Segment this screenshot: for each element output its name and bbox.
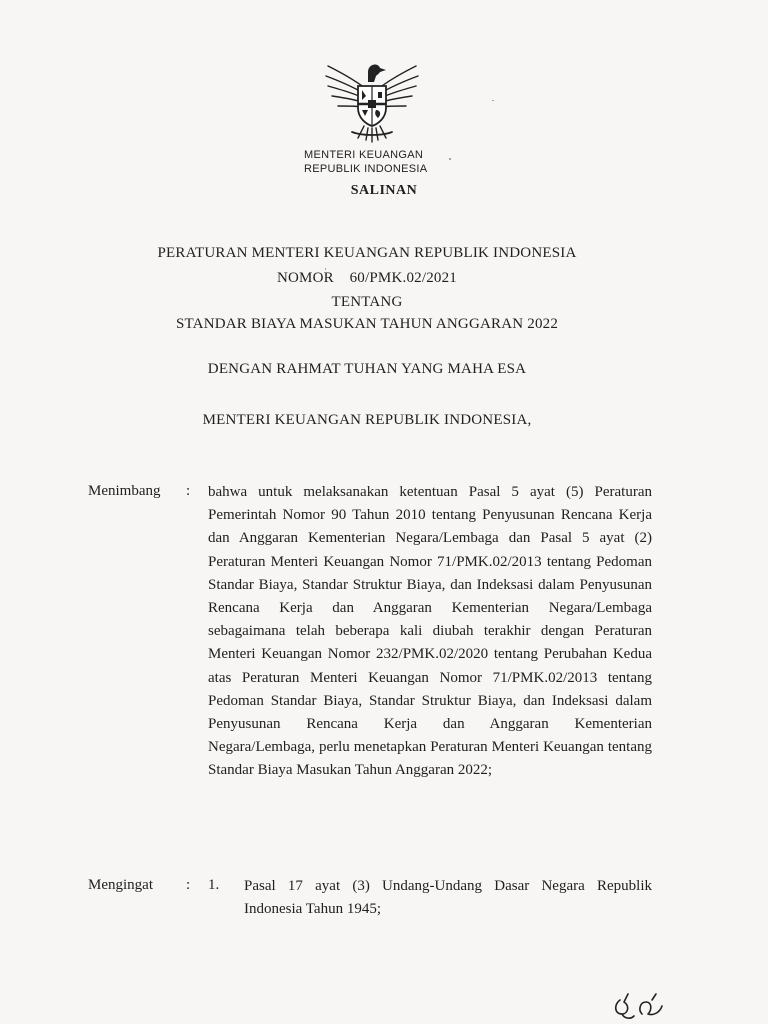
recalling-colon: : <box>186 877 191 893</box>
regulation-number: NOMOR 60/PMK.02/2021 <box>276 270 458 286</box>
recalling-item-text: Pasal 17 ayat (3) Undang-Undang Dasar Negara Republik Indonesia Tahun 1945; <box>244 878 652 918</box>
letterhead-line-ministry: MENTERI KEUANGAN <box>304 149 424 161</box>
letterhead <box>304 148 427 176</box>
scan-speck <box>492 100 494 101</box>
letterhead-line-republic: REPUBLIK INDONESIA <box>304 163 428 175</box>
copy-mark: SALINAN <box>350 183 418 198</box>
regulation-subject: STANDAR BIAYA MASUKAN TAHUN ANGGARAN 2022 <box>175 316 559 332</box>
considering-paragraph <box>208 481 652 783</box>
considering-label: Menimbang <box>88 483 161 499</box>
considering-colon: : <box>186 483 191 499</box>
scan-speck <box>449 158 451 160</box>
blessing-line: DENGAN RAHMAT TUHAN YANG MAHA ESA <box>207 361 527 377</box>
considering-text: bahwa untuk melaksanakan ketentuan Pasal 5 ayat (5) Peraturan Pemerintah Nomor 90 Tahun 2010 tentang Penyusunan Rencana Kerja dan Anggaran Kementerian Negara/Lembaga dan Pasal 5 ayat (2) Peraturan Menteri Keuangan Nomor 71/PMK.02/2013 tentang Pedoman Standar Biaya, Standar Struktur Biaya, dan Indeksasi dalam Penyusunan Rencana Kerja dan Anggaran Kementerian Negara/Lembaga sebagaimana telah beberapa kali diubah terakhir dengan Peraturan Menteri Keuangan Nomor 232/PMK.02/2020 tentang Perubahan Kedua atas Peraturan Menteri Keuangan Nomor 71/PMK.02/2013 tentang Pedoman Standar Biaya, Standar Struktur Biaya, dan Indeksasi dalam Penyusunan Rencana Kerja dan Anggaran Kementerian Negara/Lembaga, perlu menetapkan Peraturan Menteri Keuangan tentang Standar Biaya Masukan Tahun Anggaran 2022; <box>208 484 652 779</box>
recalling-item-number: 1. <box>208 877 220 893</box>
recalling-label: Mengingat <box>88 877 153 893</box>
authority-line: MENTERI KEUANGAN REPUBLIK INDONESIA, <box>202 412 532 428</box>
scan-speck <box>325 268 326 270</box>
regulation-about: TENTANG <box>331 294 403 310</box>
initial-signature <box>608 990 708 1024</box>
regulation-title: PERATURAN MENTERI KEUANGAN REPUBLIK INDONESIA <box>157 245 577 261</box>
garuda-emblem-icon <box>318 52 426 144</box>
